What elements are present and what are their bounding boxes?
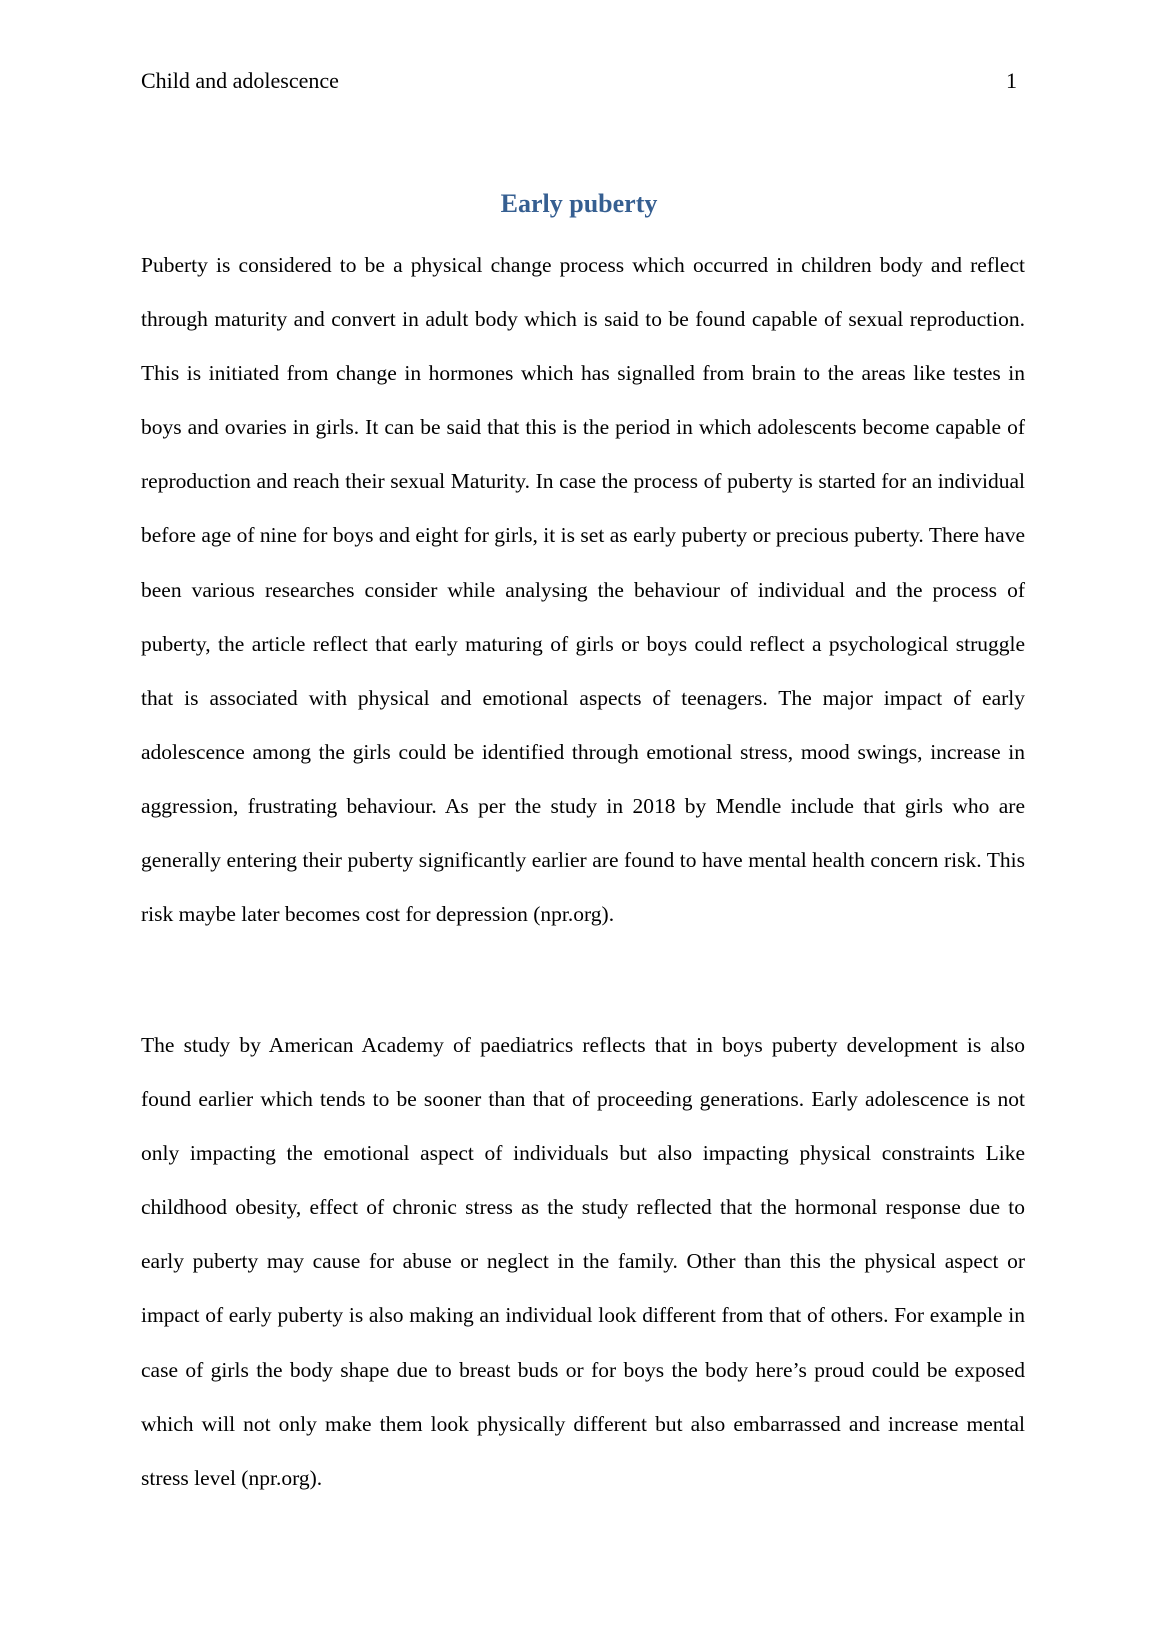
document-title: Early puberty — [500, 189, 658, 218]
body-paragraph-1: Puberty is considered to be a physical change process which occurred in children body and reflect through maturity and convert in adult body which is said to be found capable of sexual reproduction. This is initiated from change in hormones which has signalled from brain to the areas like testes in boys and ovaries in girls. It can be said that this is the period in which adolescents become capable of reproduction and reach their sexual Maturity. In case the process of puberty is started for an individual before age of nine for boys and eight for girls, it is set as early puberty or precious puberty. There have been various researches consider while analysing the behaviour of individual and the process of puberty, the article reflect that early maturing of girls or boys could reflect a psychological struggle that is associated with physical and emotional aspects of teenagers. The major impact of early adolescence among the girls could be identified through emotional stress, mood swings, increase in aggression, frustrating behaviour. As per the study in 2018 by Mendle include that girls who are generally entering their puberty significantly earlier are found to have mental health concern risk. This risk maybe later becomes cost for depression (npr.org). — [141, 253, 1025, 927]
page-number: 1 — [1006, 68, 1017, 93]
page-header — [141, 66, 1017, 96]
running-title: Child and adolescence — [141, 68, 339, 93]
body-paragraph-2: The study by American Academy of paediatrics reflects that in boys puberty development is also found earlier which tends to be sooner than that of proceeding generations. Early adolescence is not only impacting the emotional aspect of individuals but also impacting physical constraints Like childhood obesity, effect of chronic stress as the study reflected that the hormonal response due to early puberty may cause for abuse or neglect in the family. Other than this the physical aspect or impact of early puberty is also making an individual look different from that of others. For example in case of girls the body shape due to breast buds or for boys the body here’s proud could be exposed which will not only make them look physically different but also embarrassed and increase mental stress level (npr.org). — [141, 1033, 1025, 1490]
